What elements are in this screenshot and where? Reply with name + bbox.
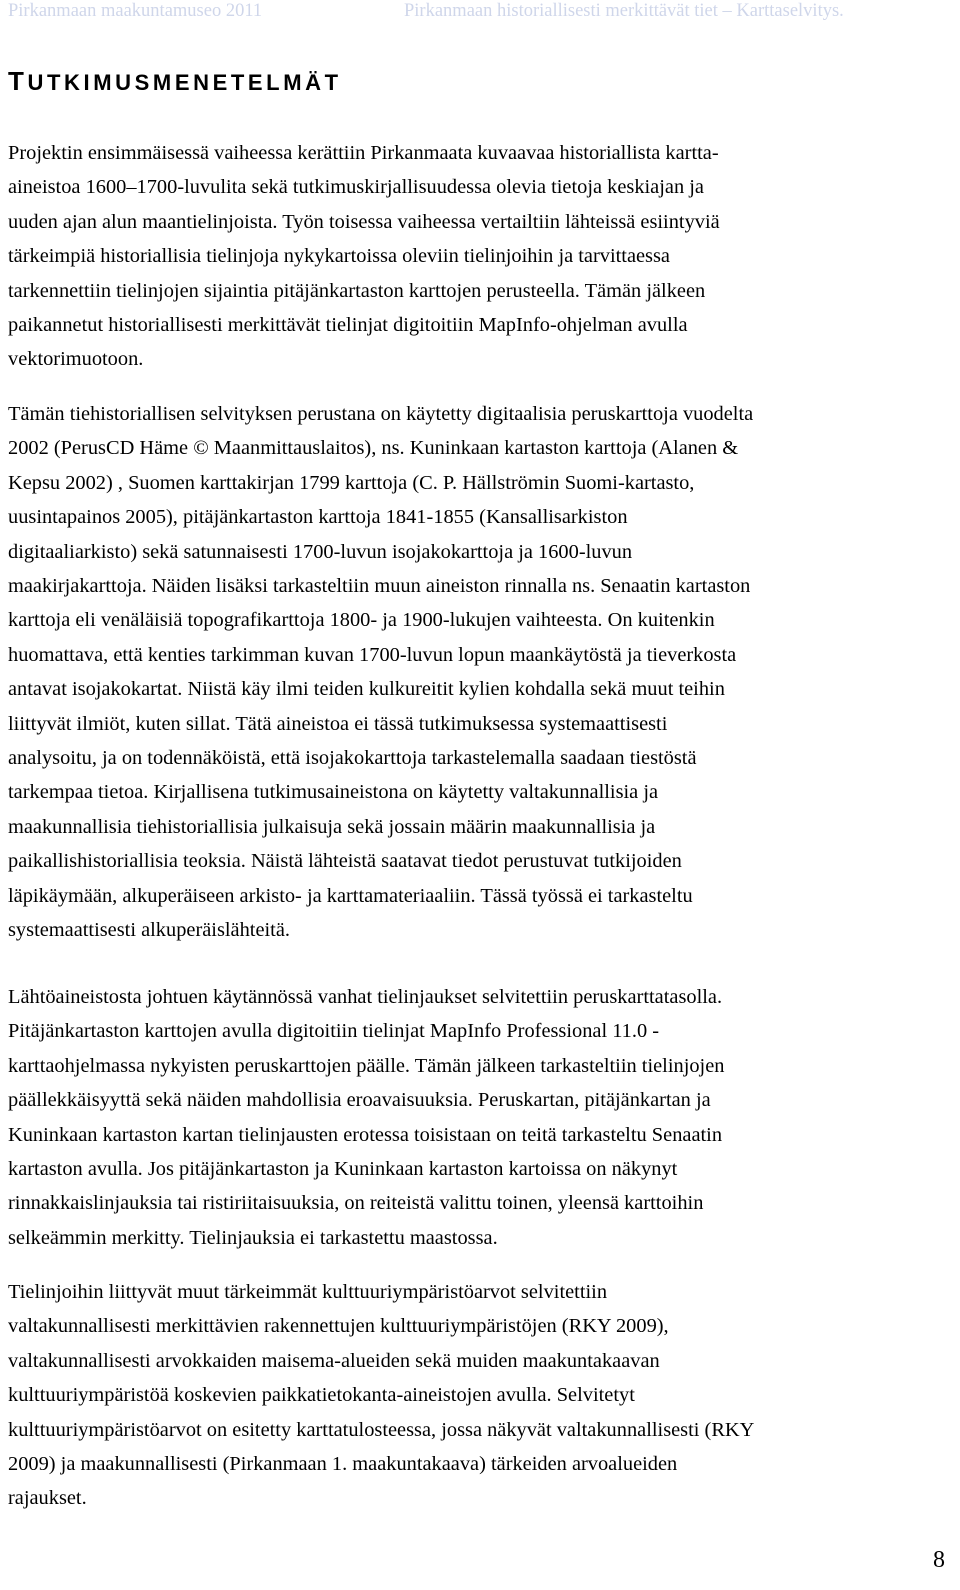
paragraph-line: karttoja eli venäläisiä topografikarttoja 1800- ja 1900-lukujen vaihteesta. On kuitenkin bbox=[8, 609, 715, 632]
paragraph-line: Kepsu 2002) , Suomen karttakirjan 1799 karttoja (C. P. Hällströmin Suomi-kartasto, bbox=[8, 471, 695, 494]
paragraph-line: tärkeimpiä historiallisia tielinjoja nykykartoissa oleviin tielinjoihin ja tarvittaessa bbox=[8, 245, 670, 268]
paragraph-line: Pitäjänkartaston karttojen avulla digitoitiin tielinjat MapInfo Professional 11.0 - bbox=[8, 1020, 660, 1043]
paragraph-line: rajaukset. bbox=[8, 1487, 87, 1510]
paragraph-line: tarkempaa tietoa. Kirjallisena tutkimusaineistona on käytetty valtakunnallisia ja bbox=[8, 781, 659, 804]
paragraph-line: tarkennettiin tielinjojen sijaintia pitäjänkartaston karttojen perusteella. Tämän jälkeen bbox=[8, 279, 706, 302]
paragraph-line: maakirjakarttoja. Näiden lisäksi tarkasteltiin muun aineiston rinnalla ns. Senaatin kartaston bbox=[8, 575, 751, 598]
paragraph-line: läpikäymään, alkuperäiseen arkisto- ja karttamateriaaliin. Tässä työssä ei tarkasteltu bbox=[8, 884, 693, 907]
paragraph-line: päällekkäisyyttä sekä näiden mahdollisia eroavaisuuksia. Peruskartan, pitäjänkartan ja bbox=[8, 1089, 711, 1112]
paragraph-line: uusintapainos 2005), pitäjänkartaston karttoja 1841-1855 (Kansallisarkiston bbox=[8, 506, 628, 529]
paragraph-line: huomattava, että kenties tarkimman kuvan 1700-luvun lopun maankäytöstä ja tieverkosta bbox=[8, 643, 737, 666]
paragraph-line: 2002 (PerusCD Häme © Maanmittauslaitos), ns. Kuninkaan kartaston karttoja (Alanen & bbox=[8, 437, 739, 460]
paragraph-line: kulttuuriympäristöä koskevien paikkatietokanta-aineistojen avulla. Selvitetyt bbox=[8, 1384, 635, 1407]
section-heading bbox=[8, 66, 342, 97]
paragraph-line: paikallishistoriallisia teoksia. Näistä lähteistä saatavat tiedot perustuvat tutkijoiden bbox=[8, 850, 682, 873]
paragraph-line: Projektin ensimmäisessä vaiheessa kerättiin Pirkanmaata kuvaavaa historiallista kartta- bbox=[8, 142, 719, 164]
page-number: 8 bbox=[933, 1547, 945, 1573]
section-heading-rest: UTKIMUSMENETELMÄT bbox=[27, 70, 342, 95]
paragraph-line: uuden ajan alun maantielinjoista. Työn toisessa vaiheessa vertailtiin lähteissä esiintyviä bbox=[8, 210, 720, 233]
paragraph-line: valtakunnallisesti merkittävien rakennettujen kulttuuriympäristöjen (RKY 2009), bbox=[8, 1315, 669, 1338]
paragraph-line: maakunnallisia tiehistoriallisia julkaisuja sekä jossain määrin maakunnallisia ja bbox=[8, 815, 656, 838]
running-header bbox=[8, 1, 952, 25]
paragraph-line: systemaattisesti alkuperäislähteitä. bbox=[8, 919, 290, 942]
paragraph-line: selkeämmin merkitty. Tielinjauksia ei tarkastettu maastossa. bbox=[8, 1226, 498, 1249]
paragraph-line: aineistoa 1600–1700-luvulita sekä tutkimuskirjallisuudessa olevia tietoja keskiajan ja bbox=[8, 176, 704, 199]
paragraph-1 bbox=[8, 136, 948, 377]
paragraph-line: vektorimuotoon. bbox=[8, 348, 144, 371]
paragraph-line: analysoitu, ja on todennäköistä, että isojakokarttoja tarkastelemalla saadaan tiestöstä bbox=[8, 747, 697, 770]
paragraph-line: kulttuuriympäristöarvot on esitetty karttatulosteessa, jossa näkyvät valtakunnallisesti (RKY bbox=[8, 1418, 755, 1441]
paragraph-3 bbox=[8, 980, 948, 1255]
paragraph-line: Tielinjoihin liittyvät muut tärkeimmät kulttuuriympäristöarvot selvitettiin bbox=[8, 1281, 608, 1303]
paragraph-line: Lähtöaineistosta johtuen käytännössä vanhat tielinjaukset selvitettiin peruskarttatasolla. bbox=[8, 986, 723, 1008]
paragraph-line: antavat isojakokartat. Niistä käy ilmi teiden kulkureitit kylien kohdalla sekä muut teihin bbox=[8, 678, 725, 701]
paragraph-line: rinnakkaislinjauksia tai ristiriitaisuuksia, on reiteistä valittu toinen, yleensä karttoihin bbox=[8, 1192, 704, 1215]
header-right-text: Pirkanmaan historiallisesti merkittävät tiet – Karttaselvitys. bbox=[404, 1, 844, 21]
paragraph-line: paikannetut historiallisesti merkittävät tielinjat digitoitiin MapInfo-ohjelman avulla bbox=[8, 314, 688, 337]
paragraph-2 bbox=[8, 397, 948, 948]
paragraph-line: Kuninkaan kartaston kartan tielinjausten erotessa toisistaan on teitä tarkasteltu Senaatin bbox=[8, 1123, 723, 1146]
paragraph-4 bbox=[8, 1275, 948, 1516]
paragraph-line: Tämän tiehistoriallisen selvityksen perustana on käytetty digitaalisia peruskarttoja vuodelta bbox=[8, 403, 754, 425]
section-heading-initial: T bbox=[8, 66, 28, 96]
paragraph-line: valtakunnallisesti arvokkaiden maisema-alueiden sekä muiden maakuntakaavan bbox=[8, 1349, 660, 1372]
header-left-text: Pirkanmaan maakuntamuseo 2011 bbox=[8, 1, 263, 21]
paragraph-line: kartaston avulla. Jos pitäjänkartaston ja Kuninkaan kartaston kartoissa on näkynyt bbox=[8, 1158, 678, 1181]
paragraph-line: digitaaliarkisto) sekä satunnaisesti 1700-luvun isojakokarttoja ja 1600-luvun bbox=[8, 540, 633, 563]
paragraph-line: karttaohjelmassa nykyisten peruskarttojen päälle. Tämän jälkeen tarkasteltiin tielinjojen bbox=[8, 1054, 725, 1077]
paragraph-line: 2009) ja maakunnallisesti (Pirkanmaan 1. maakuntakaava) tärkeiden arvoalueiden bbox=[8, 1453, 678, 1476]
paragraph-line: liittyvät ilmiöt, kuten sillat. Tätä aineistoa ei tässä tutkimuksessa systemaattisesti bbox=[8, 712, 668, 735]
